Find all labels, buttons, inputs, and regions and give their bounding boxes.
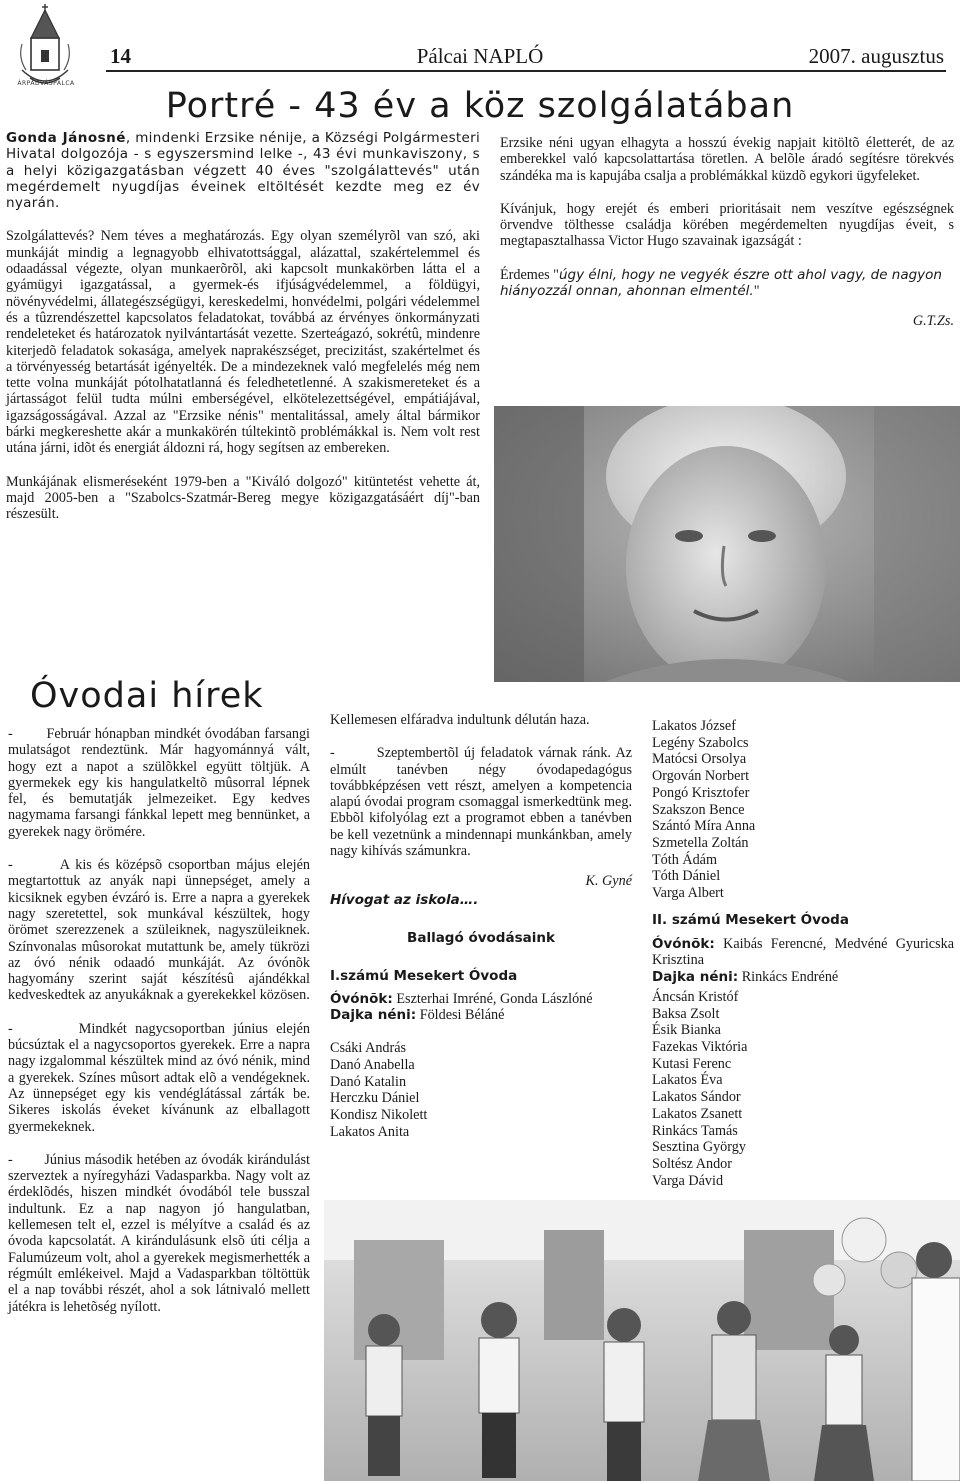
logo-caption: ÁRPÁDVÁSPÁLCA	[17, 80, 75, 87]
kindergarten-news-column-2	[330, 712, 636, 1140]
news-mothers-day: - A kis és középsõ csoportban május elején megtartottuk az anyák napi ünnepséget, amely a kicsiknek egyben évzáró is. Erre a napra a gyerekek nagy szeretettel, sok munkával készültek, hogy örömet szerezzenek a szüleiknek, nagyszüleiknek. Színvonalas mûsorokat mutattunk be, amely tükrözi az óvó nénik odaadó munkáját. Az óvónõk hagyomány szerint saját készítésû ajándékkal kedveskedtek az anyukáknak a gyerekekkel közösen.	[8, 857, 314, 1004]
portrait-photo	[494, 406, 960, 682]
closing-paragraph-2: Kívánjuk, hogy erejét és emberi prioritásait nem veszítve egészségnek örvendve tölthesse családja körében megérdemelten nyugdíjas éveit, s megtapasztalhassa Victor Hugo szavainak igazságát :	[500, 200, 954, 250]
list-item: Herczku Dániel	[330, 1090, 420, 1107]
list-item: Szmetella Zoltán	[652, 834, 749, 851]
quote-text: úgy élni, hogy ne vegyék észre ott ahol vagy, de nagyon hiányozzál onnan, ahonnan elmentél.	[500, 266, 942, 300]
portrait-right-column	[500, 135, 954, 330]
list-item: Varga Albert	[652, 885, 724, 902]
assistant-label: Dajka néni:	[330, 1006, 417, 1023]
article-signature: G.T.Zs.	[912, 313, 954, 330]
quote-open: Érdemes "	[500, 266, 559, 283]
list-item: Tóth Ádám	[652, 851, 718, 868]
teachers-names: Eszterhai Imréné, Gonda Lászlóné	[392, 990, 593, 1007]
teachers-names: Kaibás Ferencné, Medvéné Gyuricska Krisztina	[652, 936, 954, 969]
list-item: Lakatos Zsanett	[652, 1105, 743, 1122]
kindergarten-news-column-1	[8, 726, 314, 1315]
intro-name: Gonda Jánosné	[6, 130, 126, 146]
school-invite-heading: Hívogat az iskola….	[330, 891, 479, 908]
list-item: Varga Dávid	[652, 1172, 724, 1189]
kindergarten-1-assistant	[330, 1007, 632, 1023]
news-signature: K. Gyné	[585, 873, 632, 890]
intro-paragraph	[6, 130, 480, 211]
list-item: Pongó Krisztofer	[652, 784, 750, 801]
list-item: Áncsán Kristóf	[652, 988, 739, 1005]
assistant-name: Földesi Béláné	[416, 1006, 505, 1023]
graduates-heading: Ballagó óvodásaink	[407, 929, 555, 946]
news-return-home: Kellemesen elfáradva indultunk délután haza.	[330, 712, 590, 728]
news-excursion: - Június második hetében az óvodák kirándulást szerveztek a nyíregyházi Vadasparkba. Nagy volt az érdeklõdés, hiszen mindkét óvodából tele busszal indultunk. Ez a nap nagyon jó hangulatban, kellemesen telt el, ezzel is mélyítve a család és az óvoda kapcsolatát. A kirándulásunk elsõ úti célja a Falumúzeum volt, ahol a gyerekek megismerhették a régmúlt emlékeivel. Majd a Vadasparkban töltöttük el a nap további részét, ahol a sok látnivaló mellett játékra is lehetõség nyílott.	[8, 1151, 314, 1315]
header-rule	[106, 70, 946, 72]
list-item: Lakatos Anita	[330, 1123, 410, 1140]
kindergarten-2-children	[652, 989, 954, 1189]
list-item: Kondisz Nikolett	[330, 1106, 428, 1123]
duties-paragraph: Szolgálattevés? Nem téves a meghatározás. Egy olyan személyrõl van szó, aki munkáját mindig a legnagyobb elhivatottsággal, alázattal, szakértelemmel és odaadással végezte, olyan munkaerõrõl, aki kapcsolt munkakörben látta el a gyámügyi igazgatással, a gyermek-és ifjúságvédelemmel, a földügyi, növényvédelmi, állategészségügyi, kereskedelmi, honvédelmi, polgári védelemmel és a tûzrendészettel kapcsolatos feladatokat, továbbá az érvényes önkormányzati rendeleteket és határozatok nyilvántartását vezette. Szerteágazó, sokrétû, mindenre kiterjedõ feladatok sokasága, amelyek naprakészséget, precizitást, szakértelmet és a törvényesség betartását igényelték. De a mindezeknek való megfelelés még nem tette volna munkáját pótolhatatlanná és feledhetetlenné. A szakismereteket és a jártasságot felül tudta múlni emberségével, elkötelezettségével, empátiájával, igazságosságával. Azzal az "Erzsike nénis" mentalitással, amely által bármikor bárki megkereshette akár a munkakörén túltekintõ problémákkal is. Nem volt rest utána járni, idõt és energiát áldozni rá, hogy segítsen az embereken.	[6, 228, 480, 457]
publication-name: Pálcai NAPLÓ	[416, 44, 544, 68]
news-new-tasks: - Szeptembertõl új feladatok várnak ránk. Az elmúlt tanévben négy óvodapedagógus továbbképzésen vett részt, amelyen a kompetencia alapú óvodai program csomaggal ismerkedtünk meg. Ebbõl kifolyólag ezt a programot ebben a tanévben be kell vezetnünk a mindennapi munkánkban, amely nagy kihívás számunkra.	[330, 745, 636, 860]
kindergarten-2-assistant	[652, 969, 954, 985]
list-item: Fazekas Viktória	[652, 1039, 748, 1056]
portrait-left-column	[6, 130, 480, 523]
teachers-label: Óvónõk:	[330, 990, 393, 1007]
village-crest-icon	[0, 0, 90, 90]
list-item: Soltész Andor	[652, 1155, 732, 1172]
list-item: Lakatos József	[652, 718, 736, 734]
issue-date: 2007. augusztus	[808, 44, 944, 68]
list-item: Kutasi Ferenc	[652, 1055, 732, 1072]
list-item: Ésik Bianka	[652, 1022, 721, 1039]
list-item: Szakszon Bence	[652, 801, 745, 818]
list-item: Csáki András	[330, 1040, 407, 1057]
list-item: Lakatos Éva	[652, 1072, 723, 1089]
article-title-portre: Portré - 43 év a köz szolgálatában	[165, 86, 795, 126]
quote-close: "	[753, 283, 760, 300]
kindergarten-1-children-continued	[652, 718, 954, 902]
kindergarten-news-column-3	[652, 718, 954, 1189]
list-item: Rinkács Tamás	[652, 1122, 738, 1139]
list-item: Danó Anabella	[330, 1056, 415, 1073]
list-item: Matócsi Orsolya	[652, 751, 747, 768]
list-item: Danó Katalin	[330, 1073, 407, 1090]
page-header	[0, 0, 960, 90]
closing-paragraph-1: Erzsike néni ugyan elhagyta a hosszú évekig napjait kitöltõ életterét, de az emberekkel való kapcsolattartása töretlen. A belõle áradó segítésre törekvés szándéka ma is kapujába csalja a problémákkal küzdõ egykori ügyfeleket.	[500, 135, 954, 184]
list-item: Orgován Norbert	[652, 768, 750, 785]
assistant-name: Rinkács Endréné	[738, 968, 839, 985]
kindergarten-2-teachers	[652, 936, 954, 969]
news-graduation: - Mindkét nagycsoportban június elején búcsúztak el a nagycsoportos gyerekek. Erre a napra nagy izgalommal készültek mind az óvó nénik, mind a gyerekek. Színes mûsort adtak elõ a vendégeknek. Az ünnepséget egy kis vendéglátással zárták be. Sikeres iskolás éveket kívánunk az elballagott gyermekeknek.	[8, 1020, 314, 1135]
intro-text: , mindenki Erzsike nénije, a Községi Polgármesteri Hivatal dolgozója - s egyszersmind lelke -, 43 évi munkaviszony, s a helyi közigazgatásban végzett 40 éves "szolgálattevés" után megérdemelt nyugdíjas éveinek eltöltését kezdte meg ez év nyarán.	[6, 130, 481, 212]
list-item: Legény Szabolcs	[652, 734, 749, 751]
article-title-ovodai: Óvodai hírek	[30, 676, 264, 716]
kindergarten-2-title: II. számú Mesekert Óvoda	[652, 911, 849, 928]
awards-paragraph: Munkájának elismeréseként 1979-ben a "Kiváló dolgozó" kitüntetést vehette át, majd 2005-ben a "Szabolcs-Szatmár-Bereg megye közigazgatásáért díj"-ban részesült.	[6, 473, 480, 523]
teachers-label: Óvónõk:	[652, 936, 715, 953]
list-item: Lakatos Sándor	[652, 1089, 741, 1106]
list-item: Sesztina György	[652, 1139, 746, 1156]
kindergarten-1-title: I.számú Mesekert Óvoda	[330, 968, 518, 985]
assistant-label: Dajka néni:	[652, 968, 739, 985]
news-carnival: - Február hónapban mindkét óvodában farsangi mulatságot rendeztünk. Már hagyománnyá vált, hogy ezt a napot a szülõkkel együtt töltjük. A gyermekek egy kis hangulatkeltõ mûsorral lépnek fel, és bemutatják jelmezeiket. Egy kedves nagymama farsangi fánkkal lepett meg bennünket, a gyerekek nagy örömére.	[8, 726, 314, 840]
list-item: Szántó Míra Anna	[652, 818, 756, 835]
list-item: Baksa Zsolt	[652, 1005, 720, 1022]
kindergarten-1-teachers	[330, 991, 632, 1007]
page-number: 14	[110, 44, 131, 68]
kindergarten-1-children	[330, 1040, 632, 1140]
kindergarten-photo	[324, 1200, 960, 1481]
list-item: Tóth Dániel	[652, 868, 721, 885]
hugo-quote	[500, 267, 954, 300]
